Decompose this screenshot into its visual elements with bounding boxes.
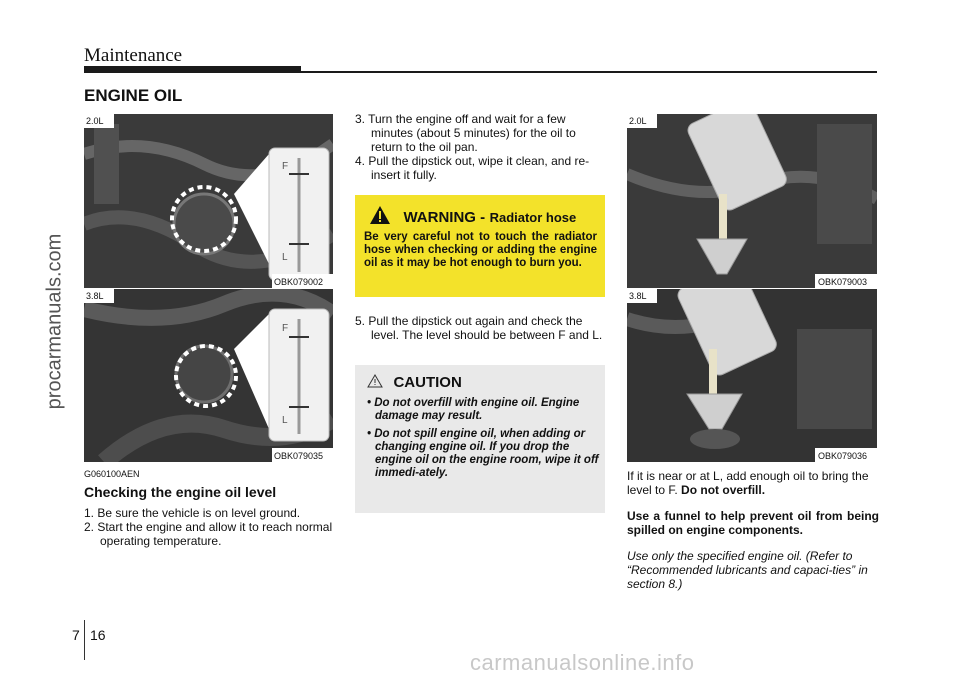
footer-divider [84,620,85,660]
warning-box [355,195,605,297]
photo-label-2-0l: 2.0L [629,116,647,126]
photo-code: OBK079036 [818,451,868,461]
dipstick-mark-f: F [282,323,289,334]
header-rule-thick [84,66,301,73]
dipstick-mark-l: L [282,415,288,426]
photo-code: OBK079003 [818,277,868,287]
caution-list [367,397,599,480]
caution-item: • Do not overfill with engine oil. Engine damage may result. [367,397,580,422]
subheading: Checking the engine oil level [84,484,277,500]
steps-list-col1 [84,506,334,548]
sidebar-watermark: procarmanuals.com [43,233,66,410]
engine-photo-3-8l-dipstick [84,289,333,462]
paragraph: Use a funnel to help prevent oil from being spilled on engine components. [627,509,879,537]
caution-box [355,365,605,513]
warning-triangle-icon [369,205,391,225]
header-rule-thin [301,71,877,73]
document-code: G060100AEN [84,469,140,479]
footer-watermark: carmanualsonline.info [470,650,695,675]
photo-label-2-0l: 2.0L [86,116,104,126]
caution-triangle-icon [367,374,383,388]
step-item: 1. Be sure the vehicle is on level ground. [84,506,301,520]
steps-list-col2 [355,112,605,182]
step-item: 4. Pull the dipstick out, wipe it clean, and re-insert it fully. [355,154,590,182]
dipstick-mark-l: L [282,252,288,263]
paragraph: Use only the specified engine oil. (Refer to “Recommended lubricants and capaci-ties” in section 8.) [627,549,868,591]
photo-code: OBK079002 [274,277,324,287]
engine-photo-3-8l-funnel [627,289,877,462]
photo-label-3-8l: 3.8L [629,291,647,301]
section-header: Maintenance [84,45,183,66]
paragraph: If it is near or at L, add enough oil to bring the level to F. Do not overfill. [627,469,869,497]
warning-title-main: WARNING - [403,209,486,226]
engine-photo-2-0l-dipstick [84,114,333,288]
dipstick-mark-f: F [282,161,289,172]
photo-label-3-8l: 3.8L [86,291,104,301]
photo-code: OBK079035 [274,451,324,461]
caution-title: CAUTION [367,374,462,392]
caution-item: • Do not spill engine oil, when adding or changing engine oil. If you drop the engine oil on the engine room, wipe it off immedi-ately. [367,428,599,479]
engine-photo-2-0l-funnel [627,114,877,288]
chapter-number: 7 [72,627,80,643]
warning-title-sub: Radiator hose [489,210,577,225]
step-item: 5. Pull the dipstick out again and check the level. The level should be between F and L. [355,314,603,342]
section-title: ENGINE OIL [84,86,183,105]
page-number: 16 [90,627,106,643]
warning-body: Be very careful not to touch the radiator hose when checking or adding the engine oil as it may be hot enough to burn you. [364,231,597,269]
step-item: 3. Turn the engine off and wait for a few minutes (about 5 minutes) for the oil to return to the oil pan. [355,112,576,154]
warning-title [369,205,576,227]
step-item: 2. Start the engine and allow it to reach normal operating temperature. [84,520,333,548]
step-5 [355,314,605,342]
column-3-text [627,469,879,591]
